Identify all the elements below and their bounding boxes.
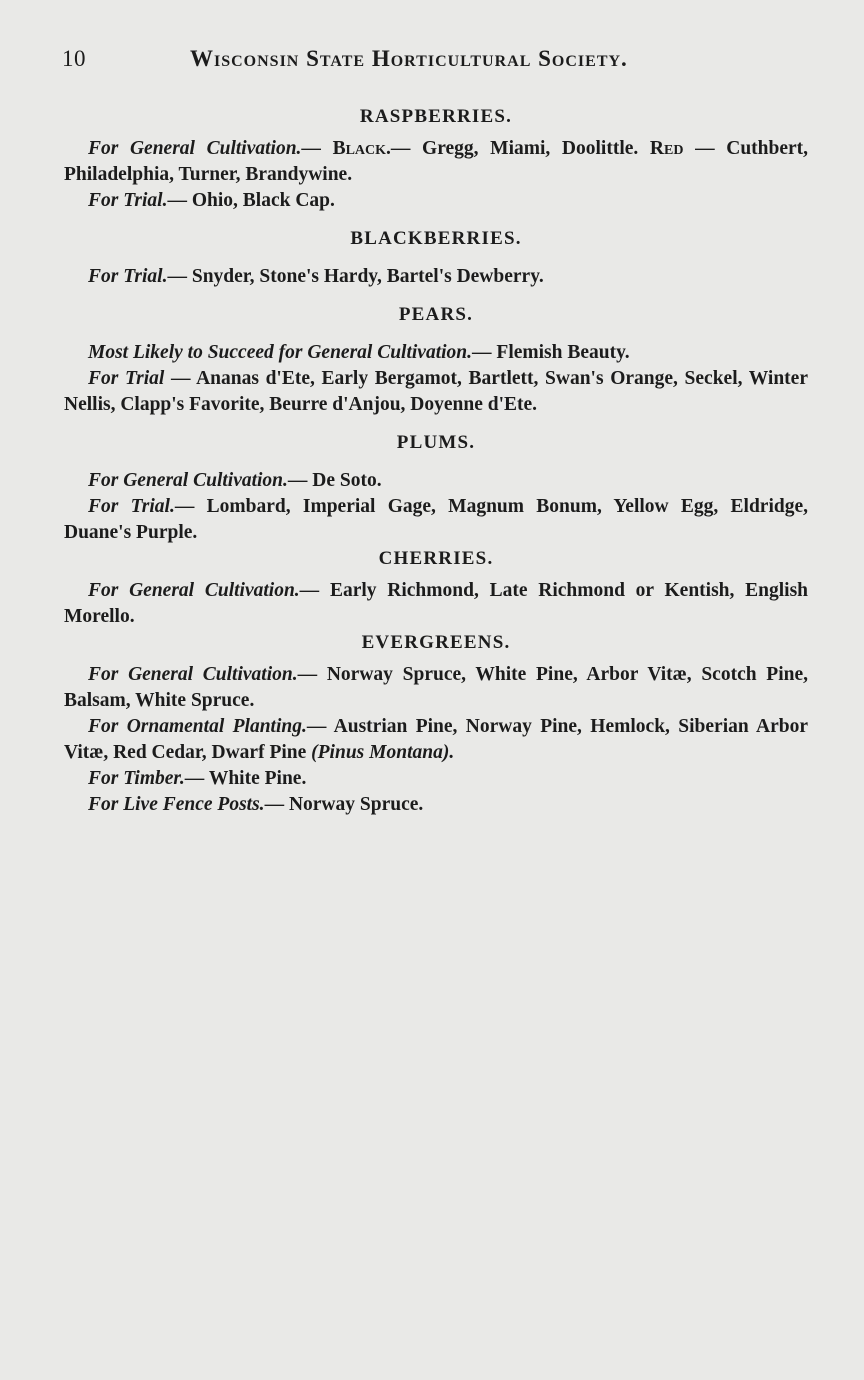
evergreens-ornamental-text: Austrian Pine, Norway Pine, Hemlock, Siberian Arbor Vitæ, Red Cedar, Dwarf Pine (64, 716, 809, 763)
raspberries-trial-label: For Trial. (88, 190, 168, 211)
raspberries-red-text: Cuthbert, Philadelphia, Turner, Brandywine. (64, 138, 809, 185)
raspberries-trial-paragraph: For Trial.— Ohio, Black Cap. (88, 190, 335, 211)
plums-trial-text: Lombard, Imperial Gage, Magnum Bonum, Yellow Egg, Eldridge, Duane's Purple. (64, 496, 808, 543)
plums-general-text: De Soto. (312, 470, 382, 491)
plums-heading: PLUMS. (396, 432, 476, 453)
pears-trial-paragraph: For Trial — Ananas d'Ete, Early Bergamot, Bartlett, Swan's Orange, Seckel, Winter Nellis, Clapp's Favorite, Beurre d'Anjou, Doyenne d'Ete. (64, 368, 808, 415)
page-body (64, 104, 808, 818)
blackberries-trial-paragraph: For Trial.— Snyder, Stone's Hardy, Bartel's Dewberry. (88, 266, 544, 287)
pears-likely-paragraph: Most Likely to Succeed for General Cultivation.— Flemish Beauty. (88, 342, 630, 363)
evergreens-general-paragraph: For General Cultivation.— Norway Spruce, White Pine, Arbor Vitæ, Scotch Pine, Balsam, White Spruce. (64, 664, 809, 711)
evergreens-timber-label: For Timber. (88, 768, 185, 789)
evergreens-general-text: Norway Spruce, White Pine, Arbor Vitæ, Scotch Pine, Balsam, White Spruce. (64, 664, 809, 711)
plums-general-label: For General Cultivation. (88, 470, 288, 491)
raspberries-black-text: Gregg, Miami, Doolittle. (422, 138, 639, 159)
evergreens-ornamental-label: For Ornamental Planting. (88, 716, 307, 737)
pears-trial-label: For Trial (88, 368, 165, 389)
cherries-general-label: For General Cultivation. (88, 580, 300, 601)
plums-general-paragraph: For General Cultivation.— De Soto. (88, 470, 382, 491)
pears-likely-label: Most Likely to Succeed for General Cultivation. (88, 342, 473, 363)
page-number: 10 (62, 46, 86, 71)
evergreens-fence-text: Norway Spruce. (288, 794, 424, 815)
plums-trial-paragraph: For Trial.— Lombard, Imperial Gage, Magnum Bonum, Yellow Egg, Eldridge, Duane's Purple. (64, 496, 808, 543)
raspberries-trial-text: Ohio, Black Cap. (191, 190, 335, 211)
pears-likely-text: Flemish Beauty. (496, 342, 630, 363)
cherries-general-paragraph: For General Cultivation.— Early Richmond, Late Richmond or Kentish, English Morello. (64, 580, 809, 627)
plums-trial-label: For Trial. (88, 496, 175, 517)
blackberries-trial-label: For Trial. (88, 266, 168, 287)
cherries-general-text: Early Richmond, Late Richmond or Kentish, English Morello. (64, 580, 809, 627)
blackberries-trial-text: Snyder, Stone's Hardy, Bartel's Dewberry. (191, 266, 544, 287)
evergreens-ornamental-latin: (Pinus Montana). (311, 742, 455, 763)
evergreens-timber-text: White Pine. (208, 768, 307, 789)
raspberries-general-label: For General Cultivation. (88, 138, 302, 159)
evergreens-ornamental-paragraph: For Ornamental Planting.— Austrian Pine, Norway Pine, Hemlock, Siberian Arbor Vitæ, Red Cedar, Dwarf Pine (Pinus Montana). (64, 716, 809, 763)
blackberries-heading: BLACKBERRIES. (350, 228, 522, 249)
evergreens-fence-label: For Live Fence Posts. (88, 794, 265, 815)
cherries-heading: CHERRIES. (378, 548, 494, 569)
evergreens-general-label: For General Cultivation. (88, 664, 298, 685)
evergreens-heading: EVERGREENS. (361, 632, 511, 653)
evergreens-fence-paragraph: For Live Fence Posts.— Norway Spruce. (88, 794, 424, 815)
raspberries-black-label: Black. (332, 138, 391, 159)
page-header (62, 46, 822, 76)
raspberries-general-paragraph: For General Cultivation.— Black.— Gregg, Miami, Doolittle. Red — Cuthbert, Philadelphia, Turner, Brandywine. (64, 138, 809, 185)
pears-trial-text: Ananas d'Ete, Early Bergamot, Bartlett, Swan's Orange, Seckel, Winter Nellis, Clapp's Favorite, Beurre d'Anjou, Doyenne d'Ete. (64, 368, 808, 415)
running-title: Wisconsin State Horticultural Society. (190, 46, 628, 71)
raspberries-red-label: Red (649, 138, 684, 159)
raspberries-heading: RASPBERRIES. (359, 106, 513, 127)
evergreens-timber-paragraph: For Timber.— White Pine. (88, 768, 307, 789)
pears-heading: PEARS. (398, 304, 474, 325)
